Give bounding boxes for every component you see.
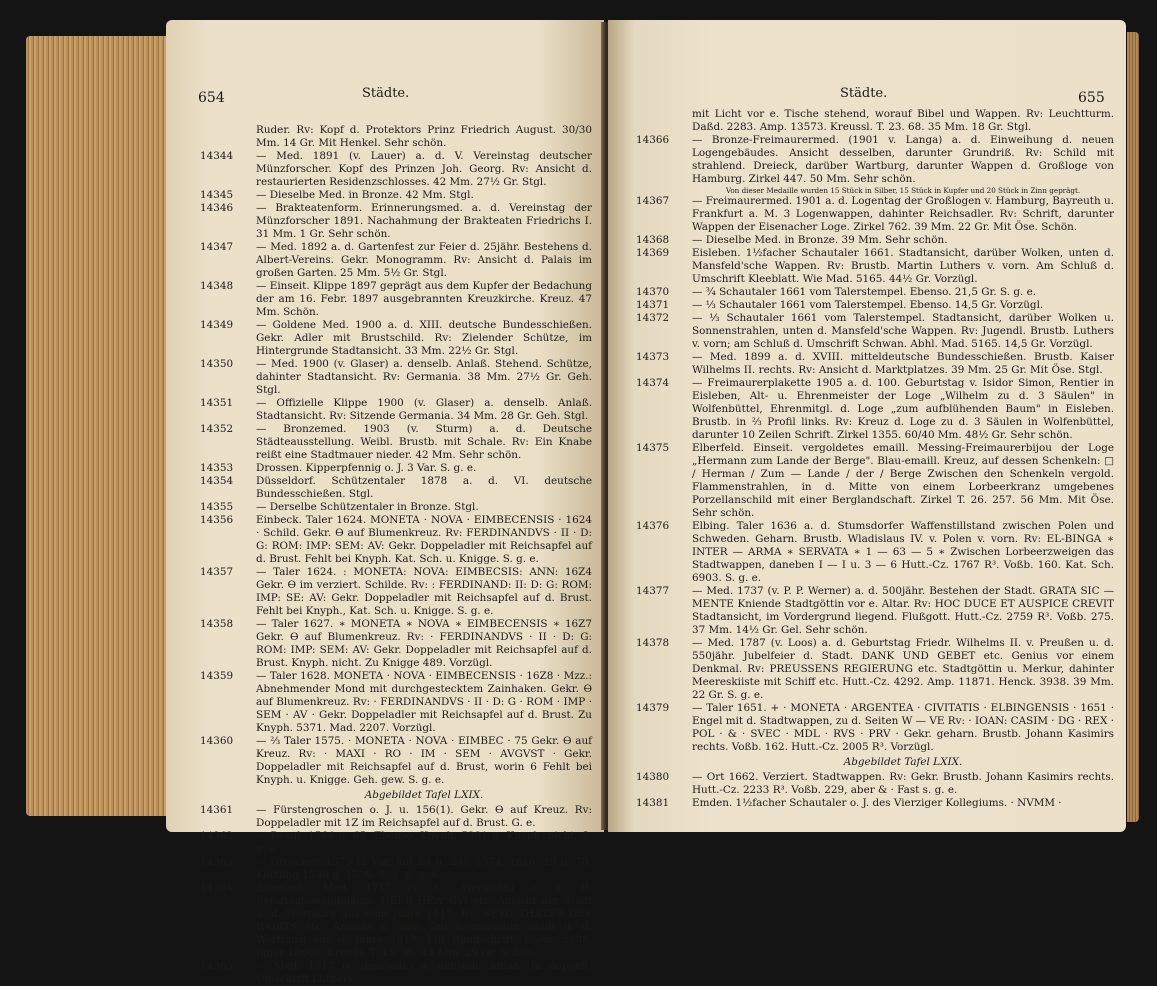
catalog-entry bbox=[200, 735, 592, 787]
lot-description: — Med. 1787 (v. Loos) a. d. Geburtstag Friedr. Wilhelms II. v. Preußen u. d. 550jähr. Jubelfeier d. Stadt. DANK UND GEBET etc. Genius vor einem Denkmal. Rv: PREUSSENS REGIERUNG etc. Stadtgöttin u. Merkur, dahinter Meereskiiste mit Schiff etc. Hutt.-Cz. 4292. Amp. 11871. Henck. 3938. 39 Mm. 22 Gr. S. g. e. bbox=[692, 637, 1114, 701]
catalog-entry bbox=[200, 189, 592, 202]
lot-description: — Med. 1737 (v. P. P. Werner) a. d. 500jähr. Bestehen der Stadt. GRATA SIC — MENTE Kniende Stadtgöttin vor e. Altar. Rv: HOC DUCE ET AUSPICE CREVIT Stadtansicht, im Vordergrund liegend. Flußgott. Hutt.-Cz. 2759 R³. Voßb. 275. 37 Mm. 14½ Gr. Gel. Sehr schön. bbox=[692, 585, 1114, 636]
lot-number: 14355 bbox=[200, 501, 234, 513]
left-page bbox=[166, 20, 604, 985]
catalog-entry bbox=[636, 377, 1114, 442]
lot-description: Eisenach. Med. 1717 (v. C. Wermuth) a. d. II. Reformationsjubiläum. HERR HErr GVt etc. Ansicht der Stadt u. d. Wartburg aus dem Jahre 1517. Rv: SEYD THÄTER DES WORTS etc. Ansicht d. zum Teil brennenden Stadt u. d. Wartburg aus d. Jahre 1617. Mit Randschrift. Daßd. 2288. Jäger 13600. Kreußl. T. 15. 36. 44 Mm. 29 Gr. Schön. bbox=[256, 882, 592, 959]
lot-number: 14377 bbox=[636, 585, 670, 597]
catalog-text bbox=[200, 124, 592, 986]
catalog-entry bbox=[636, 442, 1114, 520]
lot-description: — Desgl. 1564 u. 65. Ebenso. Knyph. 5381 u. Knyph. nicht. S. g. e. bbox=[256, 830, 592, 855]
lot-number: 14371 bbox=[636, 299, 670, 311]
catalog-entry bbox=[200, 202, 592, 241]
lot-number: 14373 bbox=[636, 351, 670, 363]
lot-number: 14346 bbox=[200, 202, 234, 214]
lot-number: 14356 bbox=[200, 514, 234, 526]
catalog-entry bbox=[200, 319, 592, 358]
catalog-entry bbox=[636, 702, 1114, 754]
lot-number: 14378 bbox=[636, 637, 670, 649]
plate-caption: Abgebildet Tafel LXIX. bbox=[843, 756, 963, 768]
catalog-entry bbox=[200, 514, 592, 566]
catalog-text bbox=[636, 108, 1114, 810]
lot-number: 14374 bbox=[636, 377, 670, 389]
lot-number: 14368 bbox=[636, 234, 670, 246]
lot-description: — Freimaurerplakette 1905 a. d. 100. Geburtstag v. Isidor Simon, Rentier in Eisleben, Alt- u. Ehrenmeister der Loge „Wilhelm zu d. 3 Säulen" in Wolfenbüttel, Ehrenmitgl. d. Loge „zum aufblühenden Baum" in Eisleben. Brustb. in ⅔ Profil links. Rv: Kreuz d. Loge zu d. 3 Säulen in Wolfenbüttel, darunter 10 Zeilen Schrift. Zirkel 1355. 60/40 Mm. 48½ Gr. Sehr schön. bbox=[692, 377, 1114, 441]
lot-number: 14379 bbox=[636, 702, 670, 714]
lot-description: — Goldene Med. 1900 a. d. XIII. deutsche Bundesschießen. Gekr. Adler mit Brustschild. Rv: Zielender Schütze, im Hintergrunde Stadtansicht. 33 Mm. 22½ Gr. Stgl. bbox=[256, 319, 592, 357]
lot-description: — Groschen 1573 (2 Var. mit Z4 u. 24), 1574, 1616, 19 u. 70; Körtling 1530 u. 1536. S. g. u. g. e. bbox=[256, 856, 592, 881]
lot-number: 14354 bbox=[200, 475, 234, 487]
open-book bbox=[26, 14, 1139, 985]
catalog-entry bbox=[636, 286, 1114, 299]
lot-number: 14365 bbox=[200, 960, 234, 972]
lot-number: 14381 bbox=[636, 797, 670, 809]
lot-number: 14361 bbox=[200, 804, 234, 816]
catalog-entry bbox=[200, 566, 592, 618]
lot-number: 14351 bbox=[200, 397, 234, 409]
lot-description: Elbing. Taler 1636 a. d. Stumsdorfer Waffenstillstand zwischen Polen und Schweden. Geharn. Brustb. Wladislaus IV. v. Polen v. vorn. Rv: EL-BINGA ∗ INTER — ARMA ∗ SERVATA ∗ 1 — 63 — 5 ∗ Zwischen Lorbeerzweigen das Stadtwappen, daneben I — I u. 3 — 6 Hutt.-Cz. 1767 R³. Voßb. 160. Kat. Sch. 6903. S. g. e. bbox=[692, 520, 1114, 584]
lot-description: — Offizielle Klippe 1900 (v. Glaser) a. denselb. Anlaß. Stadtansicht. Rv: Sitzende Germania. 34 Mm. 28 Gr. Geh. Stgl. bbox=[256, 397, 592, 422]
lot-description: — Ort 1662. Verziert. Stadtwappen. Rv: Gekr. Brustb. Johann Kasimirs rechts. Hutt.-Cz. 2233 R³. Voßb. 229, aber & · Fast s. g. e. bbox=[692, 771, 1114, 796]
catalog-entry bbox=[636, 771, 1114, 797]
page-number: 655 bbox=[1078, 90, 1105, 106]
lot-description: — ⅓ Schautaler 1661 vom Talerstempel. Stadtansicht, darüber Wolken u. Sonnenstrahlen, unten d. Mansfeld'sche Wappen. Rv: Jugendl. Brustb. Luthers v. vorn; am Schluß d. Umschrift Schwan. Abhl. Mad. 5165. 14,5 Gr. Vorzügl. bbox=[692, 312, 1114, 350]
plate-caption: Abgebildet Tafel LXIX. bbox=[364, 789, 484, 801]
lot-description: Einbeck. Taler 1624. MONETA · NOVA · EIMBECENSIS · 1624 · Schild. Gekr. Ɵ auf Blumenkreuz. Rv: FERDINANDVS · II · D: G: ROM: IMP: SEM: AV: Gekr. Doppeladler mit Reichsapfel auf d. Brust. Fehlt bei Knyph. Kat. Sch. u. Knigge. S. g. e. bbox=[256, 514, 592, 565]
lot-description: — Dieselbe Med. in Bronze. 42 Mm. Stgl. bbox=[256, 189, 474, 201]
lot-description: — ¾ Schautaler 1661 vom Talerstempel. Ebenso. 21,5 Gr. S. g. e. bbox=[692, 286, 1037, 298]
catalog-entry bbox=[636, 585, 1114, 637]
lot-number: 14366 bbox=[636, 134, 670, 146]
catalog-entry bbox=[200, 358, 592, 397]
page-stack-left bbox=[26, 36, 184, 816]
running-head: Städte. bbox=[840, 86, 888, 101]
lot-number: 14375 bbox=[636, 442, 670, 454]
lot-description: — Freimaurermed. 1901 a. d. Logentag der Großlogen v. Hamburg, Bayreuth u. Frankfurt a. M. 3 Logenwappen, dahinter Reichsadler. Rv: Schrift, darunter Wappen der Eisenacher Loge. Zirkel 762. 39 Mm. 22 Gr. Mit Öse. Schön. bbox=[692, 195, 1114, 233]
catalog-entry bbox=[636, 234, 1114, 247]
catalog-entry bbox=[636, 299, 1114, 312]
page-number: 654 bbox=[198, 90, 225, 106]
lot-number: 14357 bbox=[200, 566, 234, 578]
catalog-entry bbox=[200, 397, 592, 423]
catalog-entry bbox=[200, 882, 592, 960]
catalog-entry bbox=[636, 520, 1114, 585]
lot-number: 14364 bbox=[200, 882, 234, 894]
catalog-entry bbox=[636, 134, 1114, 186]
lot-description: — ⅓ Schautaler 1661 vom Talerstempel. Ebenso. 14,5 Gr. Vorzügl. bbox=[692, 299, 1044, 311]
catalog-entry bbox=[200, 124, 592, 150]
lot-description: — Med. 1900 (v. Glaser) a. denselb. Anlaß. Stehend. Schütze, dahinter Stadtansicht. Rv: Germania. 38 Mm. 27½ Gr. Geh. Stgl. bbox=[256, 358, 592, 396]
catalog-entry bbox=[636, 797, 1114, 810]
footnote: Von dieser Medaille wurden 15 Stück in Silber, 15 Stück in Kupfer und 20 Stück in Zinn geprägt. bbox=[725, 186, 1081, 195]
lot-description: — Brakteatenform. Erinnerungsmed. a. d. Vereinstag der Münzforscher 1891. Nachahmung der Brakteaten Friedrichs I. 31 Mm. 1 Gr. Sehr schön. bbox=[256, 202, 592, 240]
lot-description: — Derselbe Schützentaler in Bronze. Stgl. bbox=[256, 501, 479, 513]
lot-number: 14380 bbox=[636, 771, 670, 783]
catalog-entry bbox=[636, 247, 1114, 286]
catalog-entry bbox=[200, 670, 592, 735]
lot-number: 14367 bbox=[636, 195, 670, 207]
lot-description: — Dieselbe Med. in Bronze. 39 Mm. Sehr schön. bbox=[692, 234, 948, 246]
catalog-entry bbox=[200, 501, 592, 514]
lot-description: — Bronzemed. 1903 (v. Sturm) a. d. Deutsche Städteausstellung. Weibl. Brustb. mit Schale. Rv: Ein Knabe reißt eine Stadtmauer nieder. 42 Mm. Sehr schön. bbox=[256, 423, 592, 461]
running-head: Städte. bbox=[362, 86, 410, 101]
lot-description: — Bronze-Freimaurermed. (1901 v. Langa) a. d. Einweihung d. neuen Logengebäudes. Ansicht desselben, darunter Grundriß. Rv: Schild mit strahlend. Dreieck, darüber Wartburg, darunter Wappen d. Großloge von Hamburg. Zirkel 447. 50 Mm. Sehr schön. bbox=[692, 134, 1114, 185]
lot-number: 14360 bbox=[200, 735, 234, 747]
lot-description: — Taler 1628. MONETA · NOVA · EIMBECENSIS · 16Z8 · Mzz.: Abnehmender Mond mit durchgestecktem Zainhaken. Gekr. Ɵ auf Blumenkreuz. Rv: · FERDINANDVS · II · D: G · ROM · IMP · SEM · AV · Gekr. Doppeladler mit Reichsapfel auf d. Brust. Zu Knyph. 5371. Mad. 2207. Vorzügl. bbox=[256, 670, 592, 734]
catalog-entry bbox=[200, 830, 592, 856]
catalog-entry bbox=[636, 108, 1114, 134]
catalog-entry bbox=[200, 960, 592, 986]
catalog-entry bbox=[200, 618, 592, 670]
lot-description: — Med. 1892 a. d. Gartenfest zur Feier d. 25jähr. Bestehens d. Albert-Vereins. Gekr. Monogramm. Rv: Ansicht d. Palais im großen Garten. 25 Mm. 5½ Gr. Stgl. bbox=[256, 241, 592, 279]
page-stack-right bbox=[1127, 32, 1139, 822]
lot-number: 14350 bbox=[200, 358, 234, 370]
lot-description: Düsseldorf. Schützentaler 1878 a. d. VI. deutsche Bundesschießen. Stgl. bbox=[256, 475, 592, 500]
lot-description: Emden. 1½facher Schautaler o. J. des Vierziger Kollegiums. · NVMM · bbox=[692, 797, 1062, 809]
lot-number: 14369 bbox=[636, 247, 670, 259]
lot-description: Elberfeld. Einseit. vergoldetes emaill. Messing-Freimaurerbijou der Loge „Hermann zum Lande der Berge". Blau-emaill. Kreuz, auf dessen Schenkeln: □ / Herman / Zum — Lande / der / Berge Zwischen den Schenkeln vergold. Flammenstrahlen, in d. Mitte von einem Lorbeerkranz umgebenes Porzellanschild mit einer Berglandschaft. Zirkel T. 26. 257. 56 Mm. Mit Öse. Sehr schön. bbox=[692, 442, 1114, 519]
lot-number: 14363 bbox=[200, 856, 234, 868]
lot-number: 14353 bbox=[200, 462, 234, 474]
lot-number: 14344 bbox=[200, 150, 234, 162]
lot-description: mit Licht vor e. Tische stehend, worauf Bibel und Wappen. Rv: Leuchtturm. Daßd. 2283. Amp. 13573. Kreussl. T. 23. 68. 35 Mm. 18 Gr. Stgl. bbox=[692, 108, 1114, 133]
lot-description: — Taler 1651. + · MONETA · ARGENTEA · CIVITATIS · ELBINGENSIS · 1651 · Engel mit d. Stadtwappen, zu d. Seiten W — VE Rv: · IOAN: CASIM · DG · REX · POL · & · SVEC · MDL · RVS · PRV · Gekr. geharn. Brustb. Johann Kasimirs rechts. Voßb. 162. Hutt.-Cz. 2005 R³. Vorzügl. bbox=[692, 702, 1114, 753]
right-page bbox=[608, 20, 1126, 832]
lot-number: 14372 bbox=[636, 312, 670, 324]
catalog-entry bbox=[636, 312, 1114, 351]
lot-description: — Med. 1899 a. d. XVIII. mitteldeutsche Bundesschießen. Brustb. Kaiser Wilhelms II. rechts. Rv: Ansicht d. Marktplatzes. 39 Mm. 25 Gr. Mit Öse. Stgl. bbox=[692, 351, 1114, 376]
lot-description: — Einseit. Klippe 1897 geprägt aus dem Kupfer der Bedachung der am 16. Febr. 1897 ausgebrannten Kreuzkirche. Kreuz. 47 Mm. Schön. bbox=[256, 280, 592, 318]
lot-number: 14376 bbox=[636, 520, 670, 532]
catalog-entry bbox=[636, 351, 1114, 377]
lot-number: 14348 bbox=[200, 280, 234, 292]
catalog-entry bbox=[636, 195, 1114, 234]
catalog-entry bbox=[200, 462, 592, 475]
lot-description: — Taler 1624. : MONETA: NOVA: EIMBECSIS: ANN: 16Z4 Gekr. Ɵ im verziert. Schilde. Rv: : FERDINAND: II: D: G: ROM: IMP: SE: AV: Gekr. Doppeladler mit Reichsapfel auf d. Brust. Fehlt bei Knyph., Kat. Sch. u. Knigge. S. g. e. bbox=[256, 566, 592, 617]
lot-number: 14352 bbox=[200, 423, 234, 435]
lot-number: 14347 bbox=[200, 241, 234, 253]
lot-number: 14359 bbox=[200, 670, 234, 682]
lot-number: 14349 bbox=[200, 319, 234, 331]
lot-number: 14345 bbox=[200, 189, 234, 201]
lot-description: Ruder. Rv: Kopf d. Protektors Prinz Friedrich August. 30/30 Mm. 14 Gr. Mit Henkel. Sehr schön. bbox=[256, 124, 592, 149]
lot-description: Drossen. Kipperpfennig o. J. 3 Var. S. g. e. bbox=[256, 462, 477, 474]
lot-description: — Taler 1627. ∗ MONETA ∗ NOVA ∗ EIMBECENSIS ∗ 16Z7 Gekr. Ɵ auf Blumenkreuz. Rv: · FERDINANDVS · II · D: G: ROM: IMP: SEM: AV: Gekr. Doppeladler mit Reichsapfel auf d. Brust. Knyph. nicht. Zu Knigge 489. Vorzügl. bbox=[256, 618, 592, 669]
lot-description: — Med. 1891 (v. Lauer) a. d. V. Vereinstag deutscher Münzforscher. Kopf des Prinzen Joh. Georg. Rv: Ansicht d. restaurierten Residenzschlosses. 42 Mm. 27½ Gr. Stgl. bbox=[256, 150, 592, 188]
catalog-entry bbox=[200, 150, 592, 189]
lot-description: — Med. 1717 (v. demselb.) a. denselb. Anlaß. In doppelt. Umschrift Luthers bbox=[256, 960, 592, 985]
catalog-entry bbox=[200, 280, 592, 319]
catalog-entry bbox=[200, 856, 592, 882]
catalog-entry bbox=[200, 804, 592, 830]
lot-number: 14370 bbox=[636, 286, 670, 298]
catalog-entry bbox=[200, 423, 592, 462]
lot-description: Eisleben. 1½facher Schautaler 1661. Stadtansicht, darüber Wolken, unten d. Mansfeld'sche Wappen. Rv: Brustb. Martin Luthers v. vorn. Am Schluß d. Umschrift Kleeblatt. Wie Mad. 5165. 44½ Gr. Vorzügl. bbox=[692, 247, 1114, 285]
lot-number: 14362 bbox=[200, 830, 234, 842]
lot-description: — Fürstengroschen o. J. u. 156(1). Gekr. Ɵ auf Kreuz. Rv: Doppeladler mit 1Z im Reichsapfel auf d. Brust. G. e. bbox=[256, 804, 592, 829]
lot-description: — ⅔ Taler 1575. · MONETA · NOVA · EIMBEC · 75 Gekr. Ɵ auf Kreuz. Rv: · MAXI · RO · IM · SEM · AVGVST · Gekr. Doppeladler mit Reichsapfel auf d. Brust, worin 6 Fehlt bei Knyph. u. Knigge. Geh. gew. S. g. e. bbox=[256, 735, 592, 786]
catalog-entry bbox=[636, 637, 1114, 702]
lot-number: 14358 bbox=[200, 618, 234, 630]
catalog-entry bbox=[200, 241, 592, 280]
catalog-entry bbox=[200, 475, 592, 501]
